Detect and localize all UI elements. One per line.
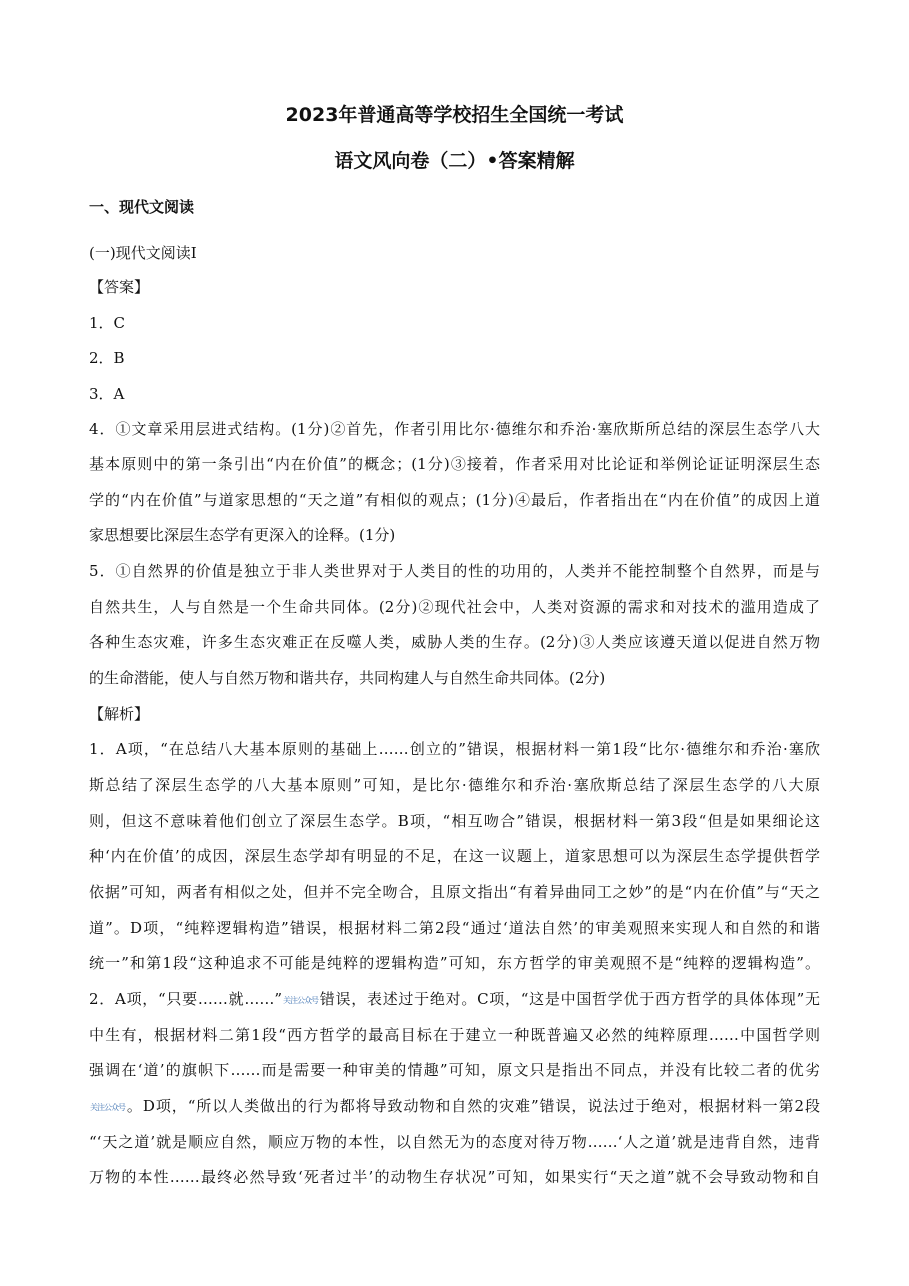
q5-line: 5．①自然界的价值是独立于非人类世界对于人类目的性的功用的，人类并不能控制整个自然界，而是与 [89,562,820,580]
answer-2: 2．B [89,349,125,367]
q4-line: 家思想要比深层生态学有更深入的诠释。(1分) [89,526,396,544]
analysis2-line [89,988,820,1009]
analysis1-line: 统一”和第1段“这种追求不可能是纯粹的逻辑构造”可知，东方哲学的审美观照不是“纯粹的逻辑构造”。 [89,954,820,972]
document-title: 2023年普通高等学校招生全国统一考试 [285,104,624,126]
analysis-label: 【解析】 [89,705,150,723]
section-heading: 一、现代文阅读 [89,198,195,216]
analysis2-line [89,1095,820,1116]
answer-1: 1．C [89,314,126,332]
analysis1-line: 则，但这不意味着他们创立了深层生态学。B项，“相互吻合”错误，根据材料一第3段“但是如果细论这 [89,812,820,830]
q4-line: 4．①文章采用层进式结构。(1分)②首先，作者引用比尔·德维尔和乔治·塞欣斯所总结的深层生态学八大 [89,420,820,438]
analysis2-line: “‘天之道’就是顺应自然，顺应万物的本性，以自然无为的态度对待万物……‘人之道’就是违背自然，违背 [89,1133,820,1151]
answer-label: 【答案】 [89,278,150,296]
answer-3: 3．A [89,385,125,403]
analysis2-line: 中生有，根据材料二第1段“西方哲学的最高目标在于建立一种既普遍又必然的纯粹原理……中国哲学则 [89,1026,820,1044]
q4-line: 基本原则中的第一条引出“内在价值”的概念；(1分)③接着，作者采用对比论证和举例论证证明深层生态 [89,455,820,473]
analysis1-line: 斯总结了深层生态学的八大基本原则”可知，是比尔·德维尔和乔治·塞欣斯总结了深层生态学的八大原 [89,776,820,794]
q5-line: 的生命潜能，使人与自然万物和谐共存，共同构建人与自然生命共同体。(2分) [89,669,606,687]
analysis2-line: 强调在‘道’的旗帜下……而是需要一种审美的情趣”可知，原文只是指出不同点，并没有比较二者的优劣 [89,1061,820,1079]
watermark-stamp: 关注公众号 [90,1102,125,1112]
analysis2-text: 2．A项，“只要……就……” [89,990,283,1008]
subsection-label: (一)现代文阅读I [89,244,197,262]
watermark-stamp: 关注公众号 [283,995,319,1005]
analysis2-line: 万物的本性……最终必然导致‘死者过半’的动物生存状况”可知，如果实行“天之道”就不会导致动物和自 [89,1168,820,1186]
analysis1-line: 依据”可知，两者有相似之处，但并不完全吻合，且原文指出“有着异曲同工之妙”的是“内在价值”与“天之 [89,883,820,901]
q4-line: 学的“内在价值”与道家思想的“天之道”有相似的观点；(1分)④最后，作者指出在“内在价值”的成因上道 [89,491,820,509]
analysis1-line: 种‘内在价值’的成因，深层生态学却有明显的不足，在这一议题上，道家思想可以为深层生态学提供哲学 [89,847,820,865]
analysis2-text: 。D项，“所以人类做出的行为都将导致动物和自然的灾难”错误，说法过于绝对，根据材料一第2段 [126,1097,820,1115]
q5-line: 各种生态灾难，许多生态灾难正在反噬人类，威胁人类的生存。(2分)③人类应该遵天道以促进自然万物 [89,633,820,651]
analysis1-line: 道”。D项，“纯粹逻辑构造”错误，根据材料二第2段“通过‘道法自然’的审美观照来实现人和自然的和谐 [89,919,820,937]
document-subtitle: 语文风向卷（二）•答案精解 [334,150,575,172]
analysis2-text: 错误，表述过于绝对。C项，“这是中国哲学优于西方哲学的具体体现”无 [319,990,820,1008]
q5-line: 自然共生，人与自然是一个生命共同体。(2分)②现代社会中，人类对资源的需求和对技术的滥用造成了 [89,598,820,616]
analysis1-line: 1．A项，“在总结八大基本原则的基础上……创立的”错误，根据材料一第1段“比尔·德维尔和乔治·塞欣 [89,740,820,758]
